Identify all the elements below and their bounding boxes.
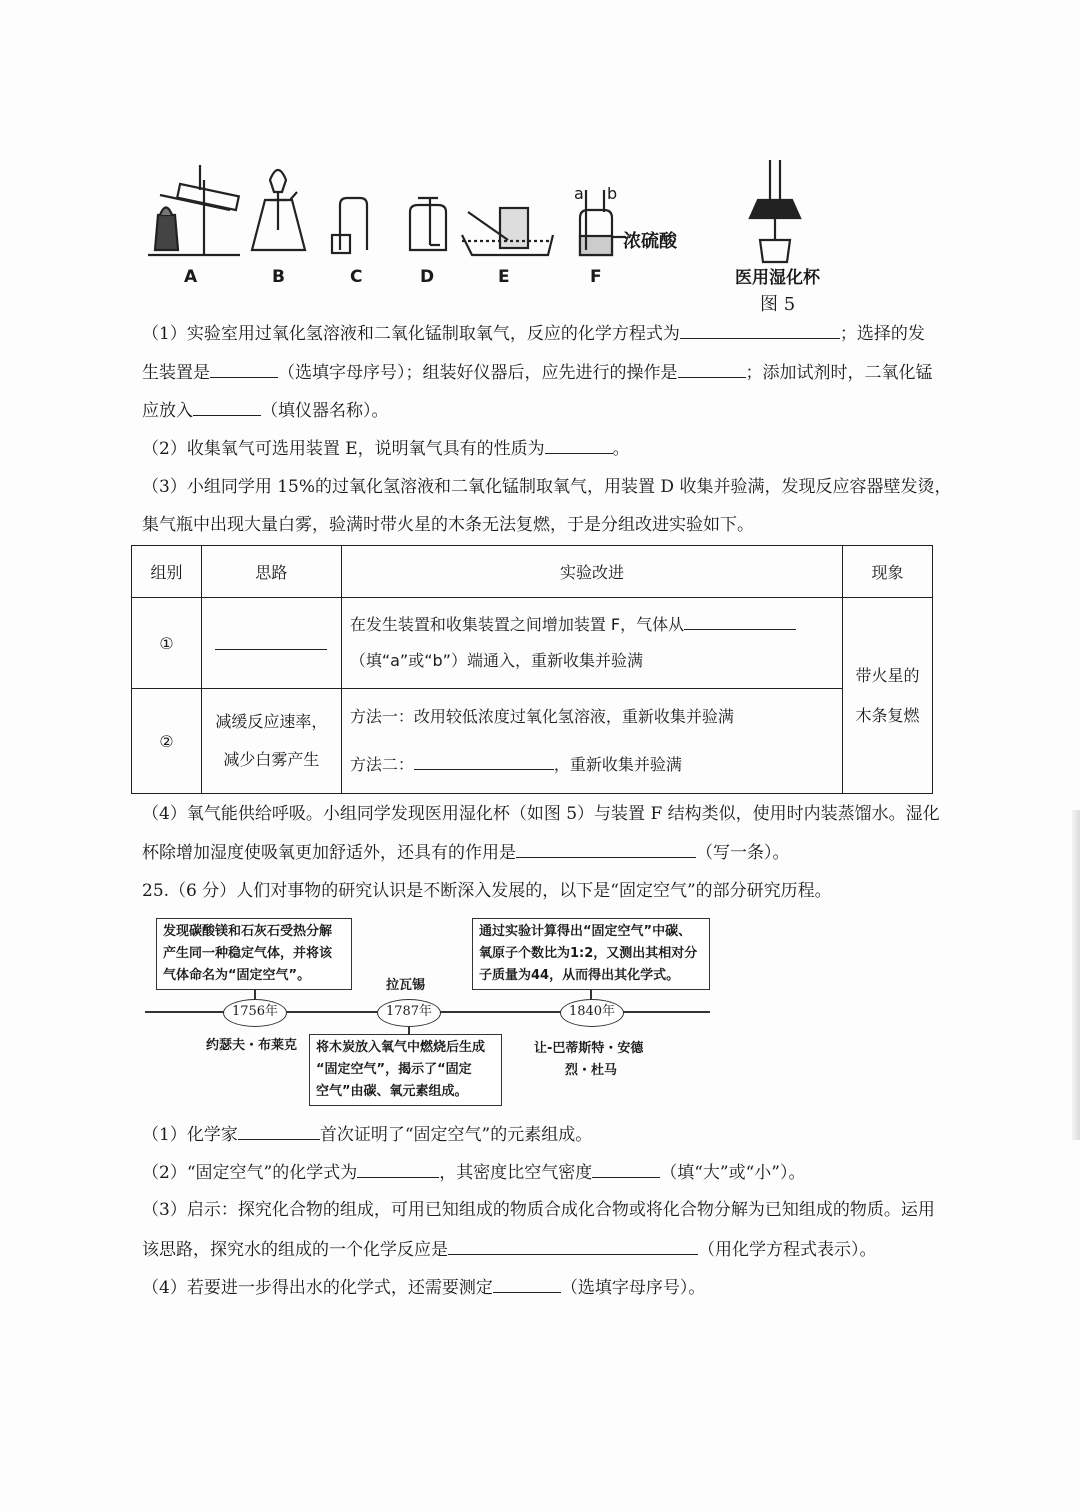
apparatus-label-a: A [184, 267, 198, 287]
apparatus-f-drawing [580, 190, 625, 255]
operation-blank[interactable] [678, 361, 746, 378]
generator-blank[interactable] [210, 361, 278, 378]
row2-idea-cell: 减缓反应速率， 减少白雾产生 [201, 689, 341, 794]
formula-blank[interactable] [357, 1161, 439, 1178]
chemist-blank[interactable] [238, 1123, 320, 1140]
person-black: 约瑟夫・布莱克 [206, 1038, 298, 1053]
q24-part1-line2: 生装置是 （选填字母序号）；组装好仪器后，应先进行的操作是 ；添加试剂时，二氧化锰 [142, 363, 933, 383]
apparatus-label-e: E [498, 267, 510, 287]
apparatus-b-drawing [252, 170, 305, 250]
person-dumas-line2: 烈・杜马 [565, 1063, 618, 1078]
q25-title: 25.（6 分）人们对事物的研究认识是不断深入发展的，以下是“固定空气”的部分研究历程。 [142, 881, 832, 901]
reaction-blank[interactable] [448, 1238, 698, 1255]
figure-caption: 图 5 [760, 294, 796, 315]
apparatus-a-drawing [148, 165, 240, 255]
apparatus-label-d: D [420, 267, 435, 287]
phenomenon-cell: 带火星的 木条复燃 [843, 598, 933, 794]
gas-inlet-blank[interactable] [684, 613, 796, 630]
timeline-box-1787: 将木炭放入氧气中燃烧后生成 “固定空气”，揭示了“固定 空气”由碳、氧元素组成。 [309, 1034, 502, 1106]
year-1787: 1787年 [377, 999, 441, 1027]
q25-part2: （2）“固定空气”的化学式为 ，其密度比空气密度 （填“大”或“小”）。 [142, 1163, 806, 1183]
header-phenomenon: 现象 [843, 546, 933, 598]
row1-idea-blank[interactable] [215, 633, 327, 650]
page-edge-shadow [1072, 810, 1080, 1140]
apparatus-label-c: C [350, 267, 363, 287]
header-improvement: 实验改进 [341, 546, 842, 598]
q25-part4: （4）若要进一步得出水的化学式，还需要测定 （选填字母序号）。 [142, 1278, 706, 1298]
q24-part4-line1: （4）氧气能供给呼吸。小组同学发现医用湿化杯（如图 5）与装置 F 结构类似，使用时内装蒸馏水。湿化 [142, 804, 940, 824]
person-dumas-line1: 让-巴蒂斯特・安德 [534, 1041, 644, 1056]
tube-label-b: b [607, 184, 618, 203]
row2-improvement-cell: 方法一：改用较低浓度过氧化氢溶液，重新收集并验满 方法二： ，重新收集并验满 [341, 689, 842, 794]
year-1756: 1756年 [223, 999, 287, 1027]
apparatus-label-f: F [590, 267, 602, 287]
density-blank[interactable] [592, 1161, 660, 1178]
q24-part1-line1: （1）实验室用过氧化氢溶液和二氧化锰制取氧气，反应的化学方程式为 ；选择的发 [142, 324, 925, 344]
row2-group: ② [132, 689, 202, 794]
q24-part3-line2: 集气瓶中出现大量白雾，验满时带火星的木条无法复燃，于是分组改进实验如下。 [142, 515, 754, 535]
header-group: 组别 [132, 546, 202, 598]
humidifier-cup-drawing [750, 160, 800, 262]
q24-part1-line3: 应放入 （填仪器名称）。 [142, 401, 389, 421]
apparatus-figure [0, 0, 1080, 320]
measure-blank[interactable] [493, 1276, 561, 1293]
reagent-label: 浓硫酸 [623, 231, 677, 252]
person-lavoisier: 拉瓦锡 [386, 978, 426, 993]
apparatus-c-drawing [332, 198, 367, 253]
timeline-box-1840: 通过实验计算得出“固定空气”中碳、 氧原子个数比为1:2，又测出其相对分 子质量为44，从而得出其化学式。 [472, 918, 710, 990]
humidifier-cup-label: 医用湿化杯 [735, 268, 820, 288]
year-1840: 1840年 [560, 999, 624, 1027]
tube-label-a: a [574, 184, 584, 203]
q24-part4-line2: 杯除增加湿度使吸氧更加舒适外，还具有的作用是 （写一条）。 [142, 843, 790, 863]
q25-part3-line1: （3）启示：探究化合物的组成，可用已知组成的物质合成化合物或将化合物分解为已知组成的物质。运用 [142, 1200, 935, 1220]
q24-part2: （2）收集氧气可选用装置 E，说明氧气具有的性质为 。 [142, 439, 630, 459]
apparatus-e-drawing [462, 208, 553, 255]
row1-group: ① [132, 598, 202, 689]
q24-part3-line1: （3）小组同学用 15%的过氧化氢溶液和二氧化锰制取氧气，用装置 D 收集并验满，发现反应容器壁发烫， [142, 477, 952, 497]
method2-blank[interactable] [414, 753, 554, 770]
timeline-box-1756: 发现碳酸镁和石灰石受热分解 产生同一种稳定气体，并将该 气体命名为“固定空气”。 [156, 918, 352, 990]
experiment-table [131, 545, 933, 794]
function-blank[interactable] [516, 841, 696, 858]
row1-idea-cell [201, 598, 341, 689]
q25-part1: （1）化学家 首次证明了“固定空气”的元素组成。 [142, 1125, 593, 1145]
equation-blank[interactable] [680, 322, 840, 339]
instrument-blank[interactable] [193, 399, 261, 416]
apparatus-d-drawing [410, 198, 446, 250]
header-idea: 思路 [201, 546, 341, 598]
row1-improvement-cell: 在发生装置和收集装置之间增加装置 F，气体从 （填“a”或“b”）端通入，重新收集并验满 [341, 598, 842, 689]
property-blank[interactable] [545, 437, 613, 454]
apparatus-label-b: B [272, 267, 285, 287]
q25-part3-line2: 该思路，探究水的组成的一个化学反应是 （用化学方程式表示）。 [142, 1240, 877, 1260]
